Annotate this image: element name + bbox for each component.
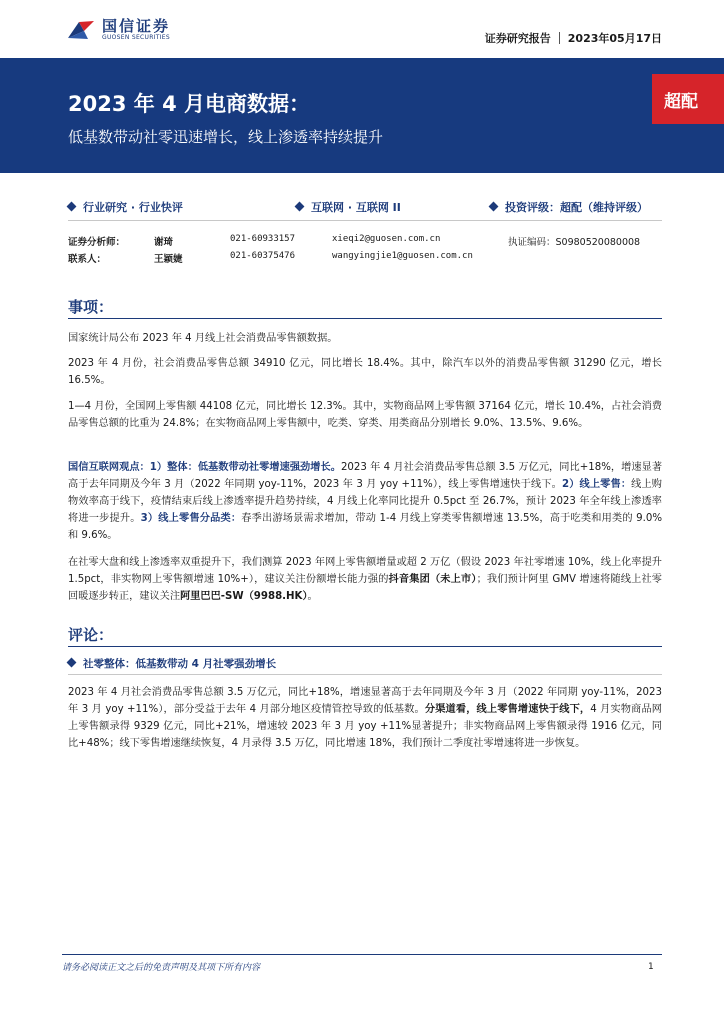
event-paragraph-2: 2023 年 4 月份，社会消费品零售总额 34910 亿元，同比增长 18.4%。其中，除汽车以外的消费品零售额 31290 亿元，增长 16.5%。 <box>68 358 662 386</box>
category-industry-label: 行业研究 · 行业快评 <box>83 201 183 214</box>
subheading-divider <box>68 674 662 675</box>
comment-paragraph-1 <box>68 684 662 752</box>
section-divider <box>68 318 662 319</box>
contact-role: 证券分析师： <box>68 237 126 248</box>
contact-name: 谢琦 <box>154 237 174 248</box>
rating-tab-label: 超配 <box>664 92 698 112</box>
guosen-logo <box>66 18 170 42</box>
comment-highlight: 分渠道看，线上零售增速快于线下， <box>424 704 591 715</box>
section-divider <box>68 646 662 647</box>
guosen-logo-icon <box>66 18 96 42</box>
page-header <box>0 0 724 58</box>
category-sector-label: 互联网 · 互联网 II <box>311 201 401 214</box>
header-divider <box>559 32 560 44</box>
comment-subheading-label: 社零整体：低基数带动 4 月社零强劲增长 <box>83 658 277 670</box>
footer-divider <box>62 954 662 955</box>
report-type: 证券研究报告 <box>484 32 551 45</box>
logo-name-en: GUOSEN SECURITIES <box>102 34 171 41</box>
comment-text-c: 4 月实物商品网上零售额录得 9329 亿元，同比+21%，增速较 2023 年 3 月 yoy +11%显著提升；非实物商品网上零售额录得 1916 亿元，同比+48%；线下零售增速继续恢复，4 月录得 3.5 万亿，同比增速 18%，我们预计二季度社零增速将进一步恢复。 <box>68 704 662 749</box>
category-row <box>68 199 662 217</box>
viewpoint-point2-body: 线上购物效率高于线下，疫情结束后线上渗透率提升趋势持续，4 月线上化率同比提升 0.5pct 至 26.7%，预计 2023 年全年线上渗透率将进一步提升。 <box>68 479 662 524</box>
report-date: 2023年05月17日 <box>567 32 662 45</box>
diamond-bullet-icon <box>67 658 77 668</box>
viewpoint-point3-body: 春季出游场景需求增加，带动 1-4 月线上穿类零售额增速 13.5%，高于吃类和用类的 9.0%和 9.6%。 <box>68 513 662 541</box>
viewpoint-point2-head: 2）线上零售： <box>561 479 632 490</box>
category-industry <box>68 199 183 215</box>
contact-phone: 021-60933157 <box>230 234 296 244</box>
rating-tab <box>652 74 724 124</box>
contact-row <box>68 251 668 268</box>
logo-name-cn: 国信证券 <box>102 17 171 35</box>
contact-cert: 执证编码：S0980520080008 <box>508 237 641 248</box>
report-title: 2023 年 4 月电商数据： <box>68 92 310 116</box>
comment-subheading <box>68 656 276 671</box>
recommendation-text-a: 在社零大盘和线上渗透率双重提升下，我们测算 2023 年网上零售额增量或超 2 万亿（假设 2023 年社零增速 10%，线上化率提升 1.5pct，非实物网上零售额增速 10%+），建议关注份额增长能力强的 <box>68 557 662 585</box>
contact-name: 王颖婕 <box>154 254 183 265</box>
event-paragraph-4 <box>68 459 662 544</box>
report-meta <box>485 30 662 46</box>
footer-disclaimer: 请务必阅读正文之后的免责声明及其项下所有内容 <box>62 963 261 973</box>
viewpoint-lead: 国信互联网观点： <box>68 462 150 473</box>
viewpoint-point1-body: 2023 年 4 月社会消费品零售总额 3.5 万亿元，同比+18%，增速显著高于去年同期及今年 3 月（2022 年同期 yoy-11%，2023 年 3 月 yoy +11%），线上零售增速快于线下。 <box>68 462 663 490</box>
recommendation-text-e: 。 <box>307 591 318 602</box>
category-divider <box>68 220 662 221</box>
category-sector <box>296 199 401 215</box>
analyst-contacts <box>68 234 668 268</box>
viewpoint-point1-head: 1）整体：低基数带动社零增速强劲增长。 <box>149 462 341 473</box>
event-paragraph-5 <box>68 554 662 605</box>
diamond-bullet-icon <box>67 202 77 212</box>
category-rating <box>490 199 648 215</box>
section-title-event: 事项： <box>68 298 114 316</box>
diamond-bullet-icon <box>489 202 499 212</box>
contact-phone: 021-60375476 <box>230 251 296 261</box>
recommended-stock-douyin: 抖音集团（未上市） <box>388 574 477 585</box>
diamond-bullet-icon <box>295 202 305 212</box>
event-paragraph-3: 1—4 月份，全国网上零售额 44108 亿元，同比增长 12.3%。其中，实物商品网上零售额 37164 亿元，增长 10.4%，占社会消费品零售总额的比重为 24.8%；在实物商品网上零售额中，吃类、穿类、用类商品分别增长 9.0%、13.5%、9.6%。 <box>68 401 662 429</box>
contact-row <box>68 234 668 251</box>
recommendation-text-c: ；我们预计阿里 GMV 增速将随线上社零回暖逐步转正，建议关注 <box>68 574 662 602</box>
comment-text-a: 2023 年 4 月社会消费品零售总额 3.5 万亿元，同比+18%，增速显著高于去年同期及今年 3 月（2022 年同期 yoy-11%，2023 年 3 月 yoy +11%），部分受益于去年 4 月部分地区疫情管控导致的低基数。 <box>68 687 662 715</box>
report-subtitle: 低基数带动社零迅速增长，线上渗透率持续提升 <box>68 128 384 146</box>
page-number: 1 <box>648 962 654 972</box>
recommended-stock-alibaba: 阿里巴巴-SW（9988.HK） <box>180 591 308 602</box>
section-title-comment: 评论： <box>68 626 114 644</box>
viewpoint-point3-head: 3）线上零售分品类： <box>140 513 242 524</box>
contact-role: 联系人： <box>68 254 107 265</box>
event-paragraph-1: 国家统计局公布 2023 年 4 月线上社会消费品零售额数据。 <box>68 333 338 344</box>
contact-email[interactable]: wangyingjie1@guosen.com.cn <box>332 251 473 261</box>
category-rating-label: 投资评级：超配（维持评级） <box>505 201 648 214</box>
contact-email[interactable]: xieqi2@guosen.com.cn <box>332 234 441 244</box>
